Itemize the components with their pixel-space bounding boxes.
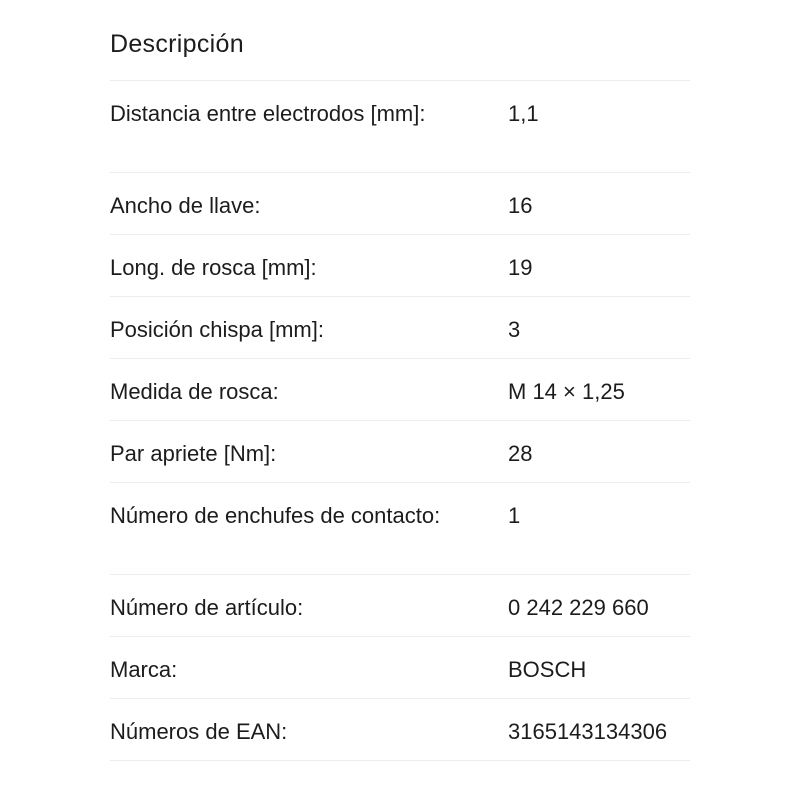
spec-table (110, 81, 690, 761)
spec-label: Posición chispa [mm]: (110, 317, 324, 342)
spec-label: Número de artículo: (110, 595, 304, 620)
spec-label: Números de EAN: (110, 719, 288, 744)
spec-row-brand (110, 637, 690, 699)
spec-row-thread-size (110, 359, 690, 421)
spec-label: Distancia entre electrodos [mm]: (110, 101, 426, 126)
spec-value: 1 (508, 503, 521, 528)
spec-row-wrench-size (110, 173, 690, 235)
spec-row-contact-plugs (110, 483, 690, 575)
spec-value: 28 (508, 441, 533, 466)
spec-label: Ancho de llave: (110, 193, 261, 218)
spec-value: 19 (508, 255, 533, 280)
spec-row-spark-position (110, 297, 690, 359)
spec-value: 16 (508, 193, 533, 218)
spec-row-electrode-gap (110, 81, 690, 173)
spec-value: 0 242 229 660 (508, 595, 649, 620)
spec-value: 3 (508, 317, 521, 342)
spec-label: Marca: (110, 657, 178, 682)
section-title: Descripción (110, 30, 244, 58)
spec-value: 1,1 (508, 101, 539, 126)
spec-value: 3165143134306 (508, 719, 668, 744)
spec-row-ean (110, 699, 690, 761)
spec-row-tightening-torque (110, 421, 690, 483)
spec-label: Número de enchufes de contacto: (110, 503, 441, 528)
spec-row-article-number (110, 575, 690, 637)
spec-label: Long. de rosca [mm]: (110, 255, 317, 280)
spec-label: Par apriete [Nm]: (110, 441, 277, 466)
spec-label: Medida de rosca: (110, 379, 279, 404)
spec-row-thread-length (110, 235, 690, 297)
spec-value: M 14 × 1,25 (508, 379, 625, 404)
spec-value: BOSCH (508, 657, 587, 682)
